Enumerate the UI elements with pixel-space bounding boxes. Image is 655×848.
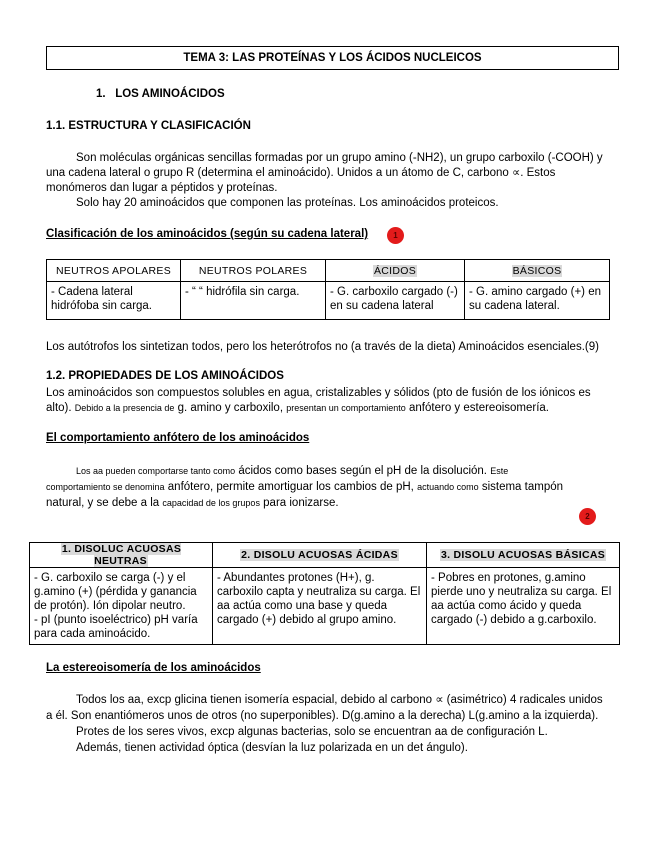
table-cell: - G. carboxilo se carga (-) y el g.amino (+) (pérdida y ganancia de protón). Ión dipolar neutro. - pI (punto isoeléctrico) pH varía para cada aminoácido. <box>30 568 213 645</box>
paragraph-3: Los autótrofos los sintetizan todos, pero los heterótrofos no (a través de la dieta) Aminoácidos esenciales.(9) <box>46 341 599 353</box>
paragraph-6-line-1: Todos los aa, excp glicina tienen isomería espacial, debido al carbono ∝ (asimétrico) 4 radicales unidos <box>76 694 603 706</box>
paragraph-1-line-3: monómeros dan lugar a péptidos y proteínas. <box>46 182 278 194</box>
table-cell: - “ “ hidrófila sin carga. <box>181 282 326 320</box>
table-header: 1. DISOLUC ACUOSAS NEUTRAS <box>30 543 213 568</box>
table-header: ÁCIDOS <box>326 260 465 282</box>
classification-heading: Clasificación de los aminoácidos (según su cadena lateral) <box>46 228 369 240</box>
table-header: BÁSICOS <box>465 260 610 282</box>
table-header: 2. DISOLU ACUOSAS ÁCIDAS <box>213 543 427 568</box>
paragraph-7: Protes de los seres vivos, excp algunas bacterias, solo se encuentran aa de configuración L. <box>76 726 548 738</box>
subheading-1-2: 1.2. PROPIEDADES DE LOS AMINOÁCIDOS <box>46 370 284 382</box>
paragraph-1-line-2: una cadena lateral o grupo R (determina el aminoácido). Unidos a un átomo de C, carbono ∝. Estos <box>46 167 556 179</box>
subheading-1-1: 1.1. ESTRUCTURA Y CLASIFICACIÓN <box>46 120 251 132</box>
stereoisomerism-heading: La estereoisomería de los aminoácidos <box>46 662 261 674</box>
paragraph-4-line-2: alto). Debido a la presencia de g. amino y carboxilo, presentan un comportamiento anfótero y estereoisomería. <box>46 402 550 414</box>
classification-table <box>46 259 610 320</box>
paragraph-8: Además, tienen actividad óptica (desvían la luz polarizada en un det ángulo). <box>76 742 468 754</box>
paragraph-1-line-1: Son moléculas orgánicas sencillas formadas por un grupo amino (-NH2), un grupo carboxilo (-COOH) y <box>76 152 603 164</box>
amphoteric-heading: El comportamiento anfótero de los aminoácidos <box>46 432 310 444</box>
solutions-table <box>29 542 620 645</box>
table-cell: - G. carboxilo cargado (-) en su cadena lateral <box>326 282 465 320</box>
paragraph-5-line-2: comportamiento se denomina anfótero, permite amortiguar los cambios de pH, actuando como sistema tampón <box>46 481 564 493</box>
table-cell: - Pobres en protones, g.amino pierde uno y neutraliza su carga. El aa actúa como ácido y queda cargado (-) debido a g.carboxilo. <box>427 568 620 645</box>
table-cell: - G. amino cargado (+) en su cadena lateral. <box>465 282 610 320</box>
table-cell: - Abundantes protones (H+), g. carboxilo capta y neutraliza su carga. El aa actúa como una base y queda cargado (+) debido al grupo amino. <box>213 568 427 645</box>
paragraph-6-line-2: a él. Son enantiómeros unos de otros (no superponibles). D(g.amino a la derecha) L(g.amino a la izquierda). <box>46 710 599 722</box>
paragraph-2: Solo hay 20 aminoácidos que componen las proteínas. Los aminoácidos proteicos. <box>76 197 499 209</box>
marker-badge-2: 2 <box>579 508 596 525</box>
section-number: 1. <box>96 88 106 100</box>
section-label: LOS AMINOÁCIDOS <box>115 88 225 100</box>
table-cell: - Cadena lateral hidrófoba sin carga. <box>47 282 181 320</box>
table-header: 3. DISOLU ACUOSAS BÁSICAS <box>427 543 620 568</box>
paragraph-5-line-1: Los aa pueden comportarse tanto como ácidos como bases según el pH de la disolución. Este <box>76 465 509 477</box>
paragraph-4-line-1: Los aminoácidos son compuestos solubles en agua, cristalizables y sólidos (pto de fusión de los iónicos es <box>46 387 591 399</box>
marker-badge-1: 1 <box>387 227 404 244</box>
table-header: NEUTROS POLARES <box>181 260 326 282</box>
paragraph-5-line-3: natural, y se debe a la capacidad de los grupos para ionizarse. <box>46 497 339 509</box>
page-title: TEMA 3: LAS PROTEÍNAS Y LOS ÁCIDOS NUCLEICOS <box>46 46 619 70</box>
table-header: NEUTROS APOLARES <box>47 260 181 282</box>
section-heading-1 <box>96 88 225 100</box>
